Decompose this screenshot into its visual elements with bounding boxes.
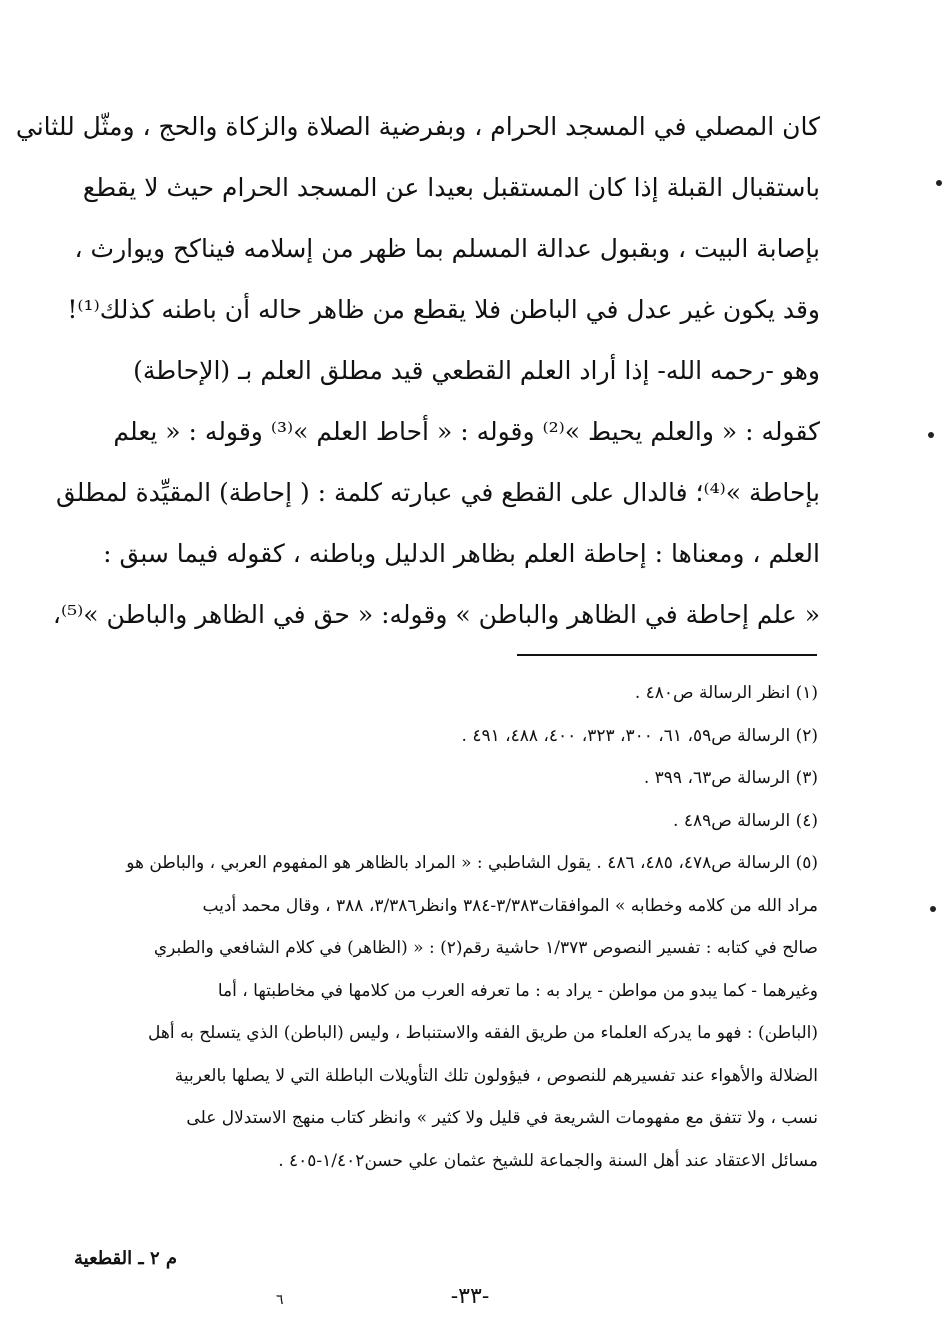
footnote-line: (الباطن) : فهو ما يدركه العلماء من طريق الفقه والاستنباط ، وليس (الباطن) الذي يتسلح به أهل bbox=[147, 1023, 818, 1043]
margin-dot bbox=[936, 180, 942, 186]
body-line: كقوله : « والعلم يحيط »⁽²⁾ وقوله : « أحاط العلم »⁽³⁾ وقوله : « يعلم bbox=[113, 417, 820, 446]
printer-signature: م ٢ ـ القطعية bbox=[74, 1248, 178, 1269]
body-line: باستقبال القبلة إذا كان المستقبل بعيدا عن المسجد الحرام حيث لا يقطع bbox=[82, 173, 820, 202]
page-number: -٣٣- bbox=[450, 1284, 490, 1309]
footnote-line: نسب ، ولا تتفق مع مفهومات الشريعة في قليل ولا كثير » وانظر كتاب منهج الاستدلال على bbox=[186, 1108, 818, 1128]
body-line: وقد يكون غير عدل في الباطن فلا يقطع من ظاهر حاله أن باطنه كذلك⁽¹⁾! bbox=[67, 295, 820, 324]
footnote-divider bbox=[517, 654, 817, 656]
body-line: بإصابة البيت ، وبقبول عدالة المسلم بما ظهر من إسلامه فيناكح ويوارث ، bbox=[74, 234, 820, 263]
footnote-line: (١) انظر الرسالة ص٤٨٠ . bbox=[634, 683, 818, 703]
body-line: بإحاطة »⁽⁴⁾؛ فالدال على القطع في عبارته كلمة : ( إحاطة) المقيِّدة لمطلق bbox=[55, 478, 820, 507]
footnote-line: (٢) الرسالة ص٥٩، ٦١، ٣٠٠، ٣٢٣، ٤٠٠، ٤٨٨، ٤٩١ . bbox=[461, 725, 818, 746]
footnote-line: الضلالة والأهواء عند تفسيرهم للنصوص ، فيؤولون تلك التأويلات الباطلة التي لا يصلها بالعربية bbox=[174, 1065, 818, 1086]
footnote-line: مسائل الاعتقاد عند أهل السنة والجماعة للشيخ عثمان علي حسن١/٤٠٢-٤٠٥ . bbox=[278, 1150, 818, 1171]
body-line: وهو -رحمه الله- إذا أراد العلم القطعي قيد مطلق العلم بـ (الإحاطة) bbox=[133, 356, 820, 385]
footnote-line: مراد الله من كلامه وخطابه » الموافقات٣/٣٨٣-٣٨٤ وانظر٣/٣٨٦، ٣٨٨ ، وقال محمد أديب bbox=[202, 895, 818, 916]
footnote-line: وغيرهما - كما يبدو من مواطن - يراد به : ما تعرفه العرب من كلامها في مخاطبتها ، أما bbox=[217, 980, 818, 1001]
footnote-line: (٣) الرسالة ص٦٣، ٣٩٩ . bbox=[643, 768, 818, 788]
body-line: كان المصلي في المسجد الحرام ، وبفرضية الصلاة والزكاة والحج ، ومثّل للثاني bbox=[15, 112, 820, 141]
body-line: العلم ، ومعناها : إحاطة العلم بظاهر الدليل وباطنه ، كقوله فيما سبق : bbox=[103, 539, 820, 568]
margin-dot bbox=[928, 432, 934, 438]
footnote-line: (٤) الرسالة ص٤٨٩ . bbox=[673, 810, 818, 831]
footnote-line: (٥) الرسالة ص٤٧٨، ٤٨٥، ٤٨٦ . يقول الشاطبي : « المراد بالظاهر هو المفهوم العربي ، والباطن هو bbox=[126, 853, 818, 873]
sub-mark: ٦ bbox=[276, 1292, 284, 1308]
main-text bbox=[15, 96, 820, 645]
footnotes bbox=[76, 672, 818, 1182]
margin-dot bbox=[930, 906, 936, 912]
body-line: « علم إحاطة في الظاهر والباطن » وقوله: « حق في الظاهر والباطن »⁽⁵⁾، bbox=[52, 600, 820, 629]
footnote-line: صالح في كتابه : تفسير النصوص ١/٣٧٣ حاشية رقم(٢) : « (الظاهر) في كلام الشافعي والطبري bbox=[153, 938, 818, 958]
